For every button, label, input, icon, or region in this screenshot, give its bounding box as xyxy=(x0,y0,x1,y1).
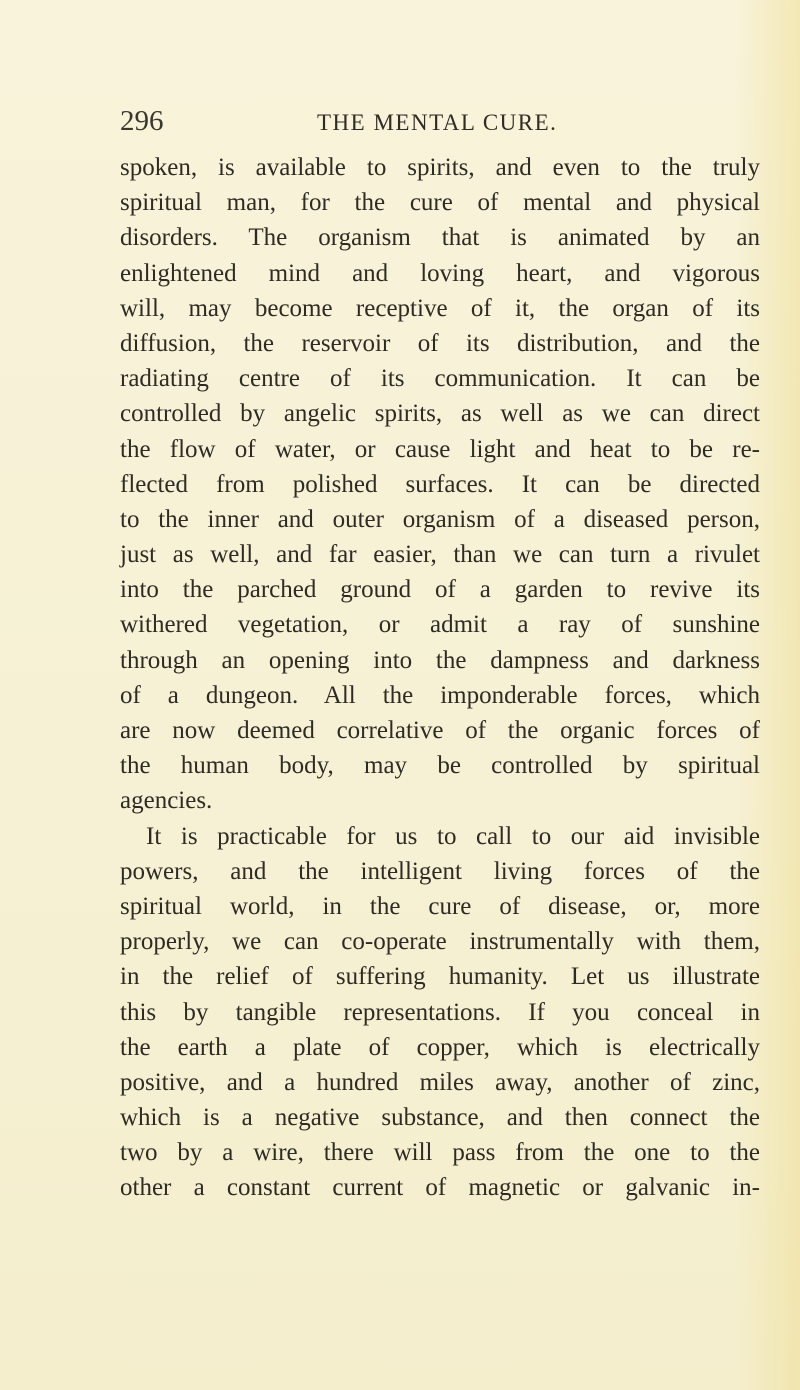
text-line: controlled by angelic spirits, as well as we can direct xyxy=(120,400,760,428)
text-line: powers, and the intelligent living forces of the xyxy=(120,857,760,885)
text-line: to the inner and outer organism of a diseased person, xyxy=(120,505,760,533)
text-line: in the relief of suffering humanity. Let us illustrate xyxy=(120,963,760,991)
running-head xyxy=(120,103,760,139)
text-line: other a constant current of magnetic or galvanic in- xyxy=(120,1174,760,1202)
text-line: are now deemed correlative of the organic forces of xyxy=(120,717,760,744)
text-line: will, may become receptive of it, the organ of its xyxy=(120,294,760,322)
paragraph-first-line: It is practicable for us to call to our aid invisible xyxy=(146,822,760,850)
text-line: spiritual world, in the cure of disease, or, more xyxy=(120,892,760,920)
body-text xyxy=(120,150,760,1206)
text-line: enlightened mind and loving heart, and vigorous xyxy=(120,259,760,287)
text-line: spoken, is available to spirits, and even to the truly xyxy=(120,154,760,181)
text-line: positive, and a hundred miles away, another of zinc, xyxy=(120,1068,760,1096)
running-title: THE MENTAL CURE. xyxy=(317,110,558,135)
text-line: properly, we can co-operate instrumentally with them, xyxy=(120,928,760,956)
text-line: diffusion, the reservoir of its distribution, and the xyxy=(120,329,760,357)
text-line: the earth a plate of copper, which is electrically xyxy=(120,1033,760,1061)
text-line: just as well, and far easier, than we can turn a rivulet xyxy=(120,541,760,569)
text-line: radiating centre of its communication. It can be xyxy=(120,365,760,393)
page-number: 296 xyxy=(120,105,164,137)
text-line: the flow of water, or cause light and heat to be re- xyxy=(120,435,760,463)
text-line: into the parched ground of a garden to revive its xyxy=(120,576,760,604)
text-line: the human body, may be controlled by spiritual xyxy=(120,752,760,780)
text-line: disorders. The organism that is animated by an xyxy=(120,224,760,252)
paragraph-end-line: agencies. xyxy=(120,787,213,815)
text-line: spiritual man, for the cure of mental and physical xyxy=(120,189,760,217)
text-line: which is a negative substance, and then connect the xyxy=(120,1104,760,1132)
text-line: withered vegetation, or admit a ray of sunshine xyxy=(120,611,760,639)
text-line: two by a wire, there will pass from the one to the xyxy=(120,1139,760,1167)
text-line: through an opening into the dampness and darkness xyxy=(120,646,760,674)
text-line: this by tangible representations. If you conceal in xyxy=(120,998,760,1026)
text-line: flected from polished surfaces. It can be directed xyxy=(120,470,760,498)
text-line: of a dungeon. All the imponderable forces, which xyxy=(120,681,760,709)
